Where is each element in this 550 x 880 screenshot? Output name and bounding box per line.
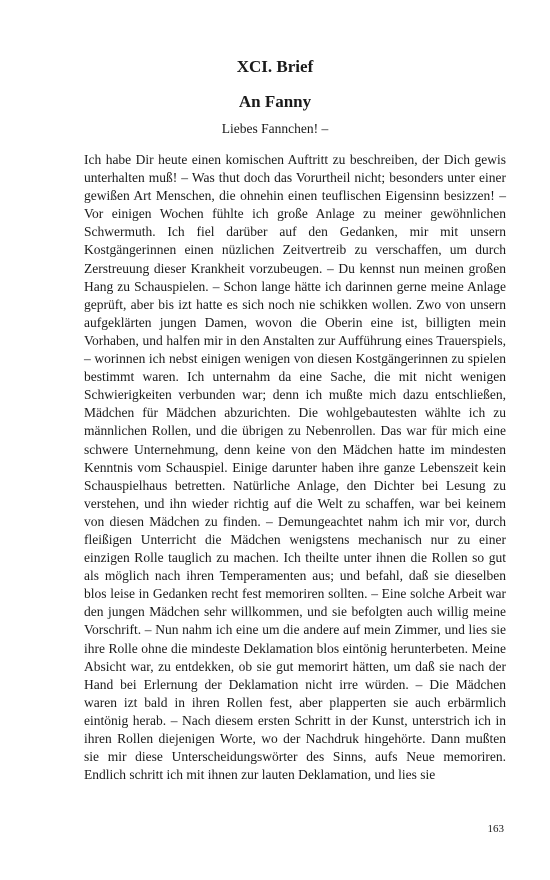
page-number: 163: [487, 823, 504, 835]
letter-body: Ich habe Dir heute einen komischen Auftritt zu beschreiben, der Dich gewis unterhalten muß! – Was thut doch das Vorurtheil nicht; besonders unter einer gewißen Art Menschen, die ohnehin einen teuflischen Eigensinn besizzen! – Vor einigen Wochen fühlte ich große Anlage zu meiner gewöhnlichen Schwermuth. Ich fiel darüber auf den Gedanken, mir mit unsern Kostgängerinnen einen nüzlichen Zeitvertreib zu verschaffen, um durch Zerstreuung dieser Krankheit vorzubeugen. – Du kennst nun meinen großen Hang zu Schauspielen. – Schon lange hätte ich darinnen gerne meine Anlage geprüft, aber bis izt hatte es sich noch nie schikken wollen. Zwo von unsern aufgeklärten jungen Damen, wovon die Oberin eine ist, billigten mein Vorhaben, und halfen mir in den Anstalten zur Aufführung eines Trauerspiels, – worinnen ich nebst einigen wenigen von diesen Kostgängerinnen zu spielen bestimmt waren. Ich unternahm da eine Sache, die mit nicht wenigen Schwierigkeiten verbunden war; denn ich mußte mich dazu entschließen, Mädchen für Mädchen abzurichten. Die wohlgebautesten wählte ich zu männlichen Rollen, und die übrigen zu Nebenrollen. Das war für mich eine schwere Unternehmung, denn keine von den Mädchen hatte im mindesten Kenntnis vom Schauspiel. Einige darunter haben ihre ganze Lebenszeit kein Schauspielhaus betretten. Natürliche Anlage, den Dichter bei Lesung zu verstehen, und ihn wieder richtig auf die Welt zu schaffen, war bei keinem von diesen Mädchen zu finden. – Demungeachtet nahm ich mir vor, durch fleißigen Unterricht die Mädchen wenigstens mechanisch nur zu einer einzigen Rolle tauglich zu machen. Ich theilte unter ihnen die Rollen so gut als möglich nach ihren Temperamenten aus; und befahl, daß sie dieselben blos leise in Gedanken recht fest memoriren sollten. – Eine solche Arbeit war den jungen Mädchen sehr willkommen, und sie befolgten auch willig meine Vorschrift. – Nun nahm ich eine um die andere auf mein Zimmer, und lies sie ihre Rolle ohne die mindeste Deklamation blos eintönig herunterbeten. Meine Absicht war, zu entdekken, ob sie gut memorirt hätten, um daß sie nach der Hand bei Erlernung der Deklamation nicht irre würden. – Die Mädchen waren izt bald in ihren Rollen fest, aber plapperten sie auch erbärmlich eintönig herab. – Nach diesem ersten Schritt in der Kunst, unterstrich ich in ihren Rollen diejenigen Worte, wo der Nachdruk hingehörte. Dann mußten sie mir diese Unterscheidungswörter des Sinns, aufs Neue memoriren. Endlich schritt ich mit ihnen zur lauten Deklamation, und lies sie: [84, 152, 506, 783]
letter-title: XCI. Brief: [236, 57, 314, 76]
letter-recipient: An Fanny: [238, 92, 312, 111]
letter-salutation: Liebes Fannchen! –: [221, 121, 329, 136]
